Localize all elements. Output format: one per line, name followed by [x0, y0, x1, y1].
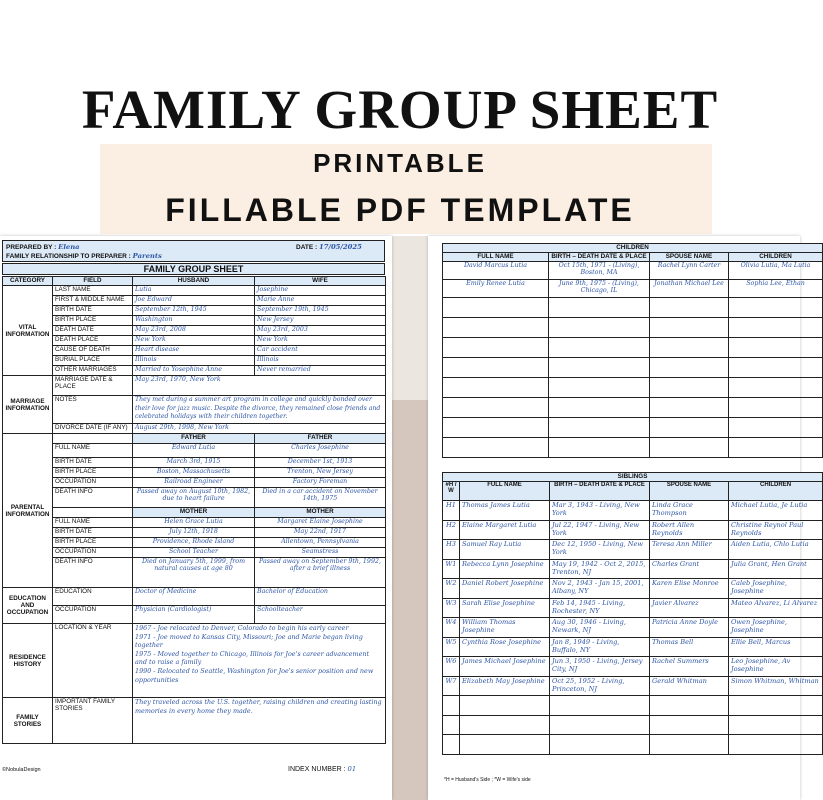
- field-label: LOCATION & YEAR: [53, 624, 133, 698]
- empty-cell[interactable]: [650, 298, 729, 318]
- table-row: [3, 508, 386, 518]
- sibling-code[interactable]: H3: [443, 540, 460, 560]
- sibling-cell[interactable]: Ellie Bell, Marcus: [729, 637, 823, 657]
- col-header-wife: WIFE: [255, 277, 386, 286]
- empty-cell[interactable]: [550, 715, 650, 735]
- wife-mother-field[interactable]: Margaret Elaine Josephine: [255, 518, 386, 528]
- footnote: *H = Husband's Side ; *W = Wife's side: [444, 777, 531, 783]
- child-cell[interactable]: Olivia Lutia, Ma Lutia: [729, 262, 823, 280]
- wife-field[interactable]: May 23rd, 2003: [255, 326, 386, 336]
- table-row: [3, 478, 386, 488]
- siblings-col-header: CHILDREN: [729, 482, 823, 501]
- husband-field[interactable]: Washington: [133, 316, 255, 326]
- husband-father-field[interactable]: March 3rd, 1915: [133, 458, 255, 468]
- table-row: [3, 606, 386, 624]
- siblings-col-header: SPOUSE NAME: [650, 482, 729, 501]
- table-row: [3, 548, 386, 558]
- empty-cell[interactable]: [443, 338, 549, 358]
- empty-cell[interactable]: [549, 338, 650, 358]
- field-label: FIRST & MIDDLE NAME: [53, 296, 133, 306]
- subtitle-printable: PRINTABLE: [313, 148, 487, 178]
- empty-cell[interactable]: [549, 298, 650, 318]
- table-row: [443, 418, 823, 438]
- husband-field[interactable]: Doctor of Medicine: [133, 588, 255, 606]
- prepared-by-label: PREPARED BY :: [6, 244, 57, 251]
- residence-entry: 1967 - Joe relocated to Denver, Colorado to begin his early career: [135, 624, 349, 632]
- sibling-cell[interactable]: Karen Elise Monroe: [650, 579, 729, 599]
- sheet-title: FAMILY GROUP SHEET: [2, 263, 385, 275]
- empty-cell[interactable]: [443, 298, 549, 318]
- field-label: DEATH INFO: [53, 558, 133, 588]
- sibling-cell[interactable]: Leo Josephine, Av Josephine: [729, 657, 823, 677]
- wife-mother-field[interactable]: Passed away on September 9th, 1992, after a brief illness: [255, 558, 386, 588]
- children-title: CHILDREN: [443, 244, 823, 253]
- sibling-cell[interactable]: Cynthia Rose Josephine: [460, 637, 550, 657]
- field-label: DIVORCE DATE (IF ANY): [53, 424, 133, 434]
- sibling-code[interactable]: W6: [443, 657, 460, 677]
- siblings-col-header: FULL NAME: [460, 482, 550, 501]
- sibling-code[interactable]: W7: [443, 676, 460, 696]
- sibling-cell[interactable]: Julia Grant, Hen Grant: [729, 559, 823, 579]
- empty-cell[interactable]: [549, 438, 650, 458]
- empty-cell[interactable]: [650, 438, 729, 458]
- child-cell[interactable]: Oct 15th, 1971 - (Living), Boston, MA: [549, 262, 650, 280]
- empty-cell[interactable]: [729, 735, 823, 755]
- empty-cell[interactable]: [729, 318, 823, 338]
- empty-cell[interactable]: [549, 318, 650, 338]
- empty-cell[interactable]: [729, 418, 823, 438]
- table-row: [443, 676, 823, 696]
- wife-field[interactable]: Illinois: [255, 356, 386, 366]
- sibling-cell[interactable]: Michael Lutia, Je Lutia: [729, 501, 823, 521]
- empty-cell[interactable]: [650, 318, 729, 338]
- empty-cell[interactable]: [460, 735, 550, 755]
- siblings-col-header: BIRTH – DEATH DATE & PLACE: [550, 482, 650, 501]
- table-row: [443, 398, 823, 418]
- marriage-notes-field[interactable]: They met during a summer art program in college and quickly bonded over their love for jazz music. Despite the divorce, they remained close friends and celebrated holidays with their children together.: [133, 396, 386, 424]
- sibling-cell[interactable]: Javier Alvarez: [650, 598, 729, 618]
- index-label: INDEX NUMBER :: [288, 766, 346, 773]
- category-education: EDUCATION AND OCCUPATION: [3, 588, 53, 624]
- wife-father-field[interactable]: December 1st, 1913: [255, 458, 386, 468]
- sibling-cell[interactable]: Charles Grant: [650, 559, 729, 579]
- marriage-date-field[interactable]: May 23rd, 1970, New York: [133, 376, 386, 396]
- siblings-title: SIBLINGS: [443, 473, 823, 482]
- empty-cell[interactable]: [650, 338, 729, 358]
- wife-father-field[interactable]: Trenton, New Jersey: [255, 468, 386, 478]
- empty-cell[interactable]: [443, 696, 460, 716]
- empty-cell[interactable]: [729, 715, 823, 735]
- children-table: [442, 243, 823, 458]
- sibling-cell[interactable]: Teresa Ann Miller: [650, 540, 729, 560]
- husband-father-field[interactable]: Boston, Massachusetts: [133, 468, 255, 478]
- field-label: LAST NAME: [53, 286, 133, 296]
- empty-cell[interactable]: [460, 696, 550, 716]
- wife-field[interactable]: Bachelor of Education: [255, 588, 386, 606]
- mother-header: MOTHER: [255, 508, 386, 518]
- sibling-cell[interactable]: Feb 14, 1945 - Living, Rochester, NY: [550, 598, 650, 618]
- table-row: [443, 438, 823, 458]
- table-row: [3, 366, 386, 376]
- field-label: OTHER MARRIAGES: [53, 366, 133, 376]
- mother-header: MOTHER: [133, 508, 255, 518]
- sibling-code[interactable]: W3: [443, 598, 460, 618]
- empty-cell[interactable]: [650, 398, 729, 418]
- father-header: FATHER: [255, 434, 386, 444]
- child-cell[interactable]: David Marcus Lutia: [443, 262, 549, 280]
- table-row: [443, 735, 823, 755]
- family-sheet-page: [0, 236, 392, 800]
- husband-mother-field[interactable]: Providence, Rhode Island: [133, 538, 255, 548]
- field-label: OCCUPATION: [53, 606, 133, 624]
- wife-field[interactable]: Schoolteacher: [255, 606, 386, 624]
- table-row: [443, 378, 823, 398]
- empty-cell[interactable]: [443, 398, 549, 418]
- sibling-code[interactable]: W2: [443, 579, 460, 599]
- residence-entry: 1975 - Moved together to Chicago, Illinois for Joe's career advancement and to raise a family: [135, 649, 370, 667]
- table-row: [3, 558, 386, 588]
- table-row: [3, 434, 386, 444]
- child-cell[interactable]: Sophia Lee, Ethan: [729, 280, 823, 298]
- sibling-cell[interactable]: Rachel Summers: [650, 657, 729, 677]
- table-row: [3, 356, 386, 366]
- table-row: [443, 318, 823, 338]
- empty-cell[interactable]: [460, 715, 550, 735]
- table-row: [3, 306, 386, 316]
- wife-field[interactable]: New York: [255, 336, 386, 346]
- sibling-cell[interactable]: Jan 8, 1949 - Living, Buffalo, NY: [550, 637, 650, 657]
- field-label: NOTES: [53, 396, 133, 424]
- preparer-header: [2, 240, 385, 262]
- empty-cell[interactable]: [729, 696, 823, 716]
- sibling-cell[interactable]: Aiden Lutia, Chlo Lutia: [729, 540, 823, 560]
- wife-field[interactable]: Josephine: [255, 286, 386, 296]
- field-label: MARRIAGE DATE & PLACE: [53, 376, 133, 396]
- sibling-cell[interactable]: Linda Grace Thompson: [650, 501, 729, 521]
- field-label: BIRTH DATE: [53, 458, 133, 468]
- relationship-label: FAMILY RELATIONSHIP TO PREPARER :: [6, 253, 131, 260]
- children-col-header: SPOUSE NAME: [650, 253, 729, 262]
- col-header-category: CATEGORY: [3, 277, 53, 286]
- husband-father-field[interactable]: Edward Lutia: [133, 444, 255, 458]
- empty-cell[interactable]: [443, 318, 549, 338]
- sibling-cell[interactable]: Daniel Robert Josephine: [460, 579, 550, 599]
- husband-field[interactable]: May 23rd, 2008: [133, 326, 255, 336]
- sibling-cell[interactable]: Sarah Elise Josephine: [460, 598, 550, 618]
- sibling-cell[interactable]: Aug 30, 1946 - Living, Newark, NJ: [550, 618, 650, 638]
- husband-field[interactable]: New York: [133, 336, 255, 346]
- husband-field[interactable]: September 12th, 1945: [133, 306, 255, 316]
- field-label: DEATH DATE: [53, 326, 133, 336]
- table-row: [443, 501, 823, 521]
- empty-cell[interactable]: [650, 418, 729, 438]
- empty-cell[interactable]: [443, 418, 549, 438]
- field-label: BIRTH PLACE: [53, 316, 133, 326]
- field-label: FULL NAME: [53, 444, 133, 458]
- field-label: IMPORTANT FAMILY STORIES: [53, 698, 133, 744]
- child-cell[interactable]: Rachel Lynn Carter: [650, 262, 729, 280]
- husband-field[interactable]: Joe Edward: [133, 296, 255, 306]
- siblings-table: [442, 472, 823, 755]
- husband-mother-field[interactable]: Helen Grace Lutia: [133, 518, 255, 528]
- empty-cell[interactable]: [729, 378, 823, 398]
- table-row: [3, 277, 386, 286]
- field-label: BURIAL PLACE: [53, 356, 133, 366]
- sibling-cell[interactable]: Thomas James Lutia: [460, 501, 550, 521]
- empty-cell[interactable]: [550, 735, 650, 755]
- residence-entry: 1990 - Relocated to Seattle, Washington for Joe's senior position and new opportunities: [135, 666, 374, 684]
- table-row: [3, 396, 386, 424]
- table-row: [3, 624, 386, 698]
- main-title: FAMILY GROUP SHEET: [81, 79, 719, 140]
- siblings-col-header: #H / W: [443, 482, 460, 501]
- empty-cell[interactable]: [549, 418, 650, 438]
- sibling-cell[interactable]: Dec 12, 1950 - Living, New York: [550, 540, 650, 560]
- table-row: [3, 286, 386, 296]
- empty-cell[interactable]: [650, 735, 729, 755]
- category-parental: PARENTAL INFORMATION: [3, 434, 53, 588]
- subtitle-fillable: FILLABLE PDF TEMPLATE: [165, 192, 635, 228]
- col-header-field: FIELD: [53, 277, 133, 286]
- empty-cell[interactable]: [443, 735, 460, 755]
- sibling-cell[interactable]: Mar 3, 1943 - Living, New York: [550, 501, 650, 521]
- sibling-code[interactable]: H2: [443, 520, 460, 540]
- empty-cell[interactable]: [650, 715, 729, 735]
- table-row: [443, 598, 823, 618]
- husband-mother-field[interactable]: Died on January 5th, 1999, from natural causes at age 80: [133, 558, 255, 588]
- residence-history-field[interactable]: [133, 624, 386, 698]
- category-vital: VITAL INFORMATION: [3, 286, 53, 376]
- table-row: [443, 559, 823, 579]
- empty-cell[interactable]: [443, 378, 549, 398]
- husband-field[interactable]: Married to Yosephine Anne: [133, 366, 255, 376]
- sibling-cell[interactable]: Jun 3, 1950 - Living, Jersey City, NJ: [550, 657, 650, 677]
- date-field[interactable]: 17/05/2025: [319, 243, 362, 251]
- children-col-header: CHILDREN: [729, 253, 823, 262]
- sibling-cell[interactable]: Jul 22, 1947 - Living, New York: [550, 520, 650, 540]
- table-row: [443, 298, 823, 318]
- child-cell[interactable]: Jonathan Michael Lee: [650, 280, 729, 298]
- table-row: [443, 540, 823, 560]
- husband-field[interactable]: Illinois: [133, 356, 255, 366]
- husband-father-field[interactable]: Railroad Engineer: [133, 478, 255, 488]
- empty-cell[interactable]: [650, 358, 729, 378]
- sibling-code[interactable]: W5: [443, 637, 460, 657]
- sibling-cell[interactable]: Simon Whitman, Whitman: [729, 676, 823, 696]
- field-label: DEATH INFO: [53, 488, 133, 508]
- field-label: BIRTH PLACE: [53, 468, 133, 478]
- empty-cell[interactable]: [550, 696, 650, 716]
- empty-cell[interactable]: [443, 358, 549, 378]
- table-row: [443, 618, 823, 638]
- sibling-cell[interactable]: Robert Allen Reynolds: [650, 520, 729, 540]
- children-col-header: BIRTH – DEATH DATE & PLACE: [549, 253, 650, 262]
- sibling-cell[interactable]: Elizabeth May Josephine: [460, 676, 550, 696]
- sibling-cell[interactable]: Samuel Ray Lutia: [460, 540, 550, 560]
- sibling-cell[interactable]: Patricia Anne Doyle: [650, 618, 729, 638]
- col-header-husband: HUSBAND: [133, 277, 255, 286]
- empty-cell[interactable]: [729, 438, 823, 458]
- table-row: [443, 715, 823, 735]
- sibling-code[interactable]: H1: [443, 501, 460, 521]
- empty-cell[interactable]: [650, 378, 729, 398]
- wife-father-field[interactable]: Factory Foreman: [255, 478, 386, 488]
- table-row: [443, 280, 823, 298]
- field-label: OCCUPATION: [53, 548, 133, 558]
- date-label: DATE :: [296, 244, 318, 251]
- family-group-table: [2, 276, 386, 744]
- table-row: [3, 698, 386, 744]
- sibling-code[interactable]: W4: [443, 618, 460, 638]
- table-row: [443, 338, 823, 358]
- empty-cell[interactable]: [650, 696, 729, 716]
- field-label: DEATH PLACE: [53, 336, 133, 346]
- prepared-by-field[interactable]: Elena: [58, 243, 80, 251]
- residence-entry: 1971 - Joe moved to Kansas City, Missouri; Joe and Marie began living together: [135, 632, 363, 650]
- field-label: BIRTH PLACE: [53, 538, 133, 548]
- category-marriage: MARRIAGE INFORMATION: [3, 376, 53, 434]
- wife-field[interactable]: Never remarried: [255, 366, 386, 376]
- sibling-cell[interactable]: Owen Josephine, Josephine: [729, 618, 823, 638]
- husband-field[interactable]: Heart disease: [133, 346, 255, 356]
- table-row: [3, 518, 386, 528]
- sibling-cell[interactable]: Caleb Josephine, Josephine: [729, 579, 823, 599]
- field-label: BIRTH DATE: [53, 528, 133, 538]
- table-row: [443, 657, 823, 677]
- father-header: FATHER: [133, 434, 255, 444]
- sibling-cell[interactable]: Christine Reynol Paul Reynolds: [729, 520, 823, 540]
- divorce-date-field[interactable]: August 29th, 1998, New York: [133, 424, 386, 434]
- children-col-header: FULL NAME: [443, 253, 549, 262]
- table-row: [3, 376, 386, 396]
- wife-mother-field[interactable]: Seamstress: [255, 548, 386, 558]
- table-row: [3, 346, 386, 356]
- field-label: OCCUPATION: [53, 478, 133, 488]
- table-row: [443, 358, 823, 378]
- husband-father-field[interactable]: Passed away on August 10th, 1982, due to heart failure: [133, 488, 255, 508]
- empty-cell[interactable]: [729, 398, 823, 418]
- table-row: [443, 579, 823, 599]
- table-row: [3, 336, 386, 346]
- table-row: [3, 316, 386, 326]
- child-cell[interactable]: Emily Renee Lutia: [443, 280, 549, 298]
- husband-mother-field[interactable]: July 12th, 1918: [133, 528, 255, 538]
- field-label: CAUSE OF DEATH: [53, 346, 133, 356]
- empty-cell[interactable]: [729, 298, 823, 318]
- sibling-cell[interactable]: Nov 2, 1943 - Jan 15, 2001, Albany, NY: [550, 579, 650, 599]
- table-row: [3, 538, 386, 548]
- sibling-cell[interactable]: Gerald Whitman: [650, 676, 729, 696]
- wife-mother-field[interactable]: Allentown, Pennsylvania: [255, 538, 386, 548]
- sibling-cell[interactable]: Mateo Alvarez, Li Alvarez: [729, 598, 823, 618]
- sibling-cell[interactable]: William Thomas Josephine: [460, 618, 550, 638]
- field-label: BIRTH DATE: [53, 306, 133, 316]
- relationship-field[interactable]: Parents: [132, 252, 162, 260]
- table-row: [3, 296, 386, 306]
- sibling-code[interactable]: W1: [443, 559, 460, 579]
- husband-mother-field[interactable]: School Teacher: [133, 548, 255, 558]
- sibling-cell[interactable]: Rebecca Lynn Josephine: [460, 559, 550, 579]
- wife-field[interactable]: September 19th, 1945: [255, 306, 386, 316]
- empty-cell[interactable]: [549, 358, 650, 378]
- child-cell[interactable]: June 9th, 1975 - (Living), Chicago, IL: [549, 280, 650, 298]
- empty-cell[interactable]: [443, 438, 549, 458]
- family-stories-field[interactable]: They traveled across the U.S. together, raising children and creating lasting memories in every home they made.: [133, 698, 386, 744]
- table-row: [3, 488, 386, 508]
- table-row: [443, 637, 823, 657]
- empty-cell[interactable]: [443, 715, 460, 735]
- spacer-cell: [53, 508, 133, 518]
- table-row: [3, 528, 386, 538]
- sibling-cell[interactable]: James Michael Josephine: [460, 657, 550, 677]
- empty-cell[interactable]: [549, 378, 650, 398]
- category-stories: FAMILY STORIES: [3, 698, 53, 744]
- wife-father-field[interactable]: Died in a car accident on November 14th, 1975: [255, 488, 386, 508]
- table-row: [3, 468, 386, 478]
- sibling-cell[interactable]: May 19, 1942 - Oct 2, 2015, Trenton, NJ: [550, 559, 650, 579]
- brand-logo: ©NobulaDesign: [2, 767, 41, 773]
- wife-field[interactable]: Marie Anne: [255, 296, 386, 306]
- index-field[interactable]: 01: [347, 765, 357, 773]
- table-row: [443, 696, 823, 716]
- table-row: [3, 588, 386, 606]
- field-label: FULL NAME: [53, 518, 133, 528]
- children-siblings-page: [428, 236, 819, 800]
- table-row: [443, 262, 823, 280]
- wife-field[interactable]: New Jersey: [255, 316, 386, 326]
- empty-cell[interactable]: [729, 338, 823, 358]
- empty-cell[interactable]: [549, 398, 650, 418]
- table-row: [3, 424, 386, 434]
- spacer-cell: [53, 434, 133, 444]
- table-row: [443, 520, 823, 540]
- husband-field[interactable]: Physician (Cardiologist): [133, 606, 255, 624]
- wife-father-field[interactable]: Charles Josephine: [255, 444, 386, 458]
- husband-field[interactable]: Lutia: [133, 286, 255, 296]
- field-label: EDUCATION: [53, 588, 133, 606]
- wife-field[interactable]: Car accident: [255, 346, 386, 356]
- table-row: [3, 326, 386, 336]
- category-residence: RESIDENCE HISTORY: [3, 624, 53, 698]
- sibling-cell[interactable]: Elaine Margaret Lutia: [460, 520, 550, 540]
- sibling-cell[interactable]: Thomas Bell: [650, 637, 729, 657]
- table-row: [3, 458, 386, 468]
- table-row: [3, 444, 386, 458]
- wife-mother-field[interactable]: May 22nd, 1917: [255, 528, 386, 538]
- empty-cell[interactable]: [729, 358, 823, 378]
- sibling-cell[interactable]: Oct 25, 1952 - Living, Princeton, NJ: [550, 676, 650, 696]
